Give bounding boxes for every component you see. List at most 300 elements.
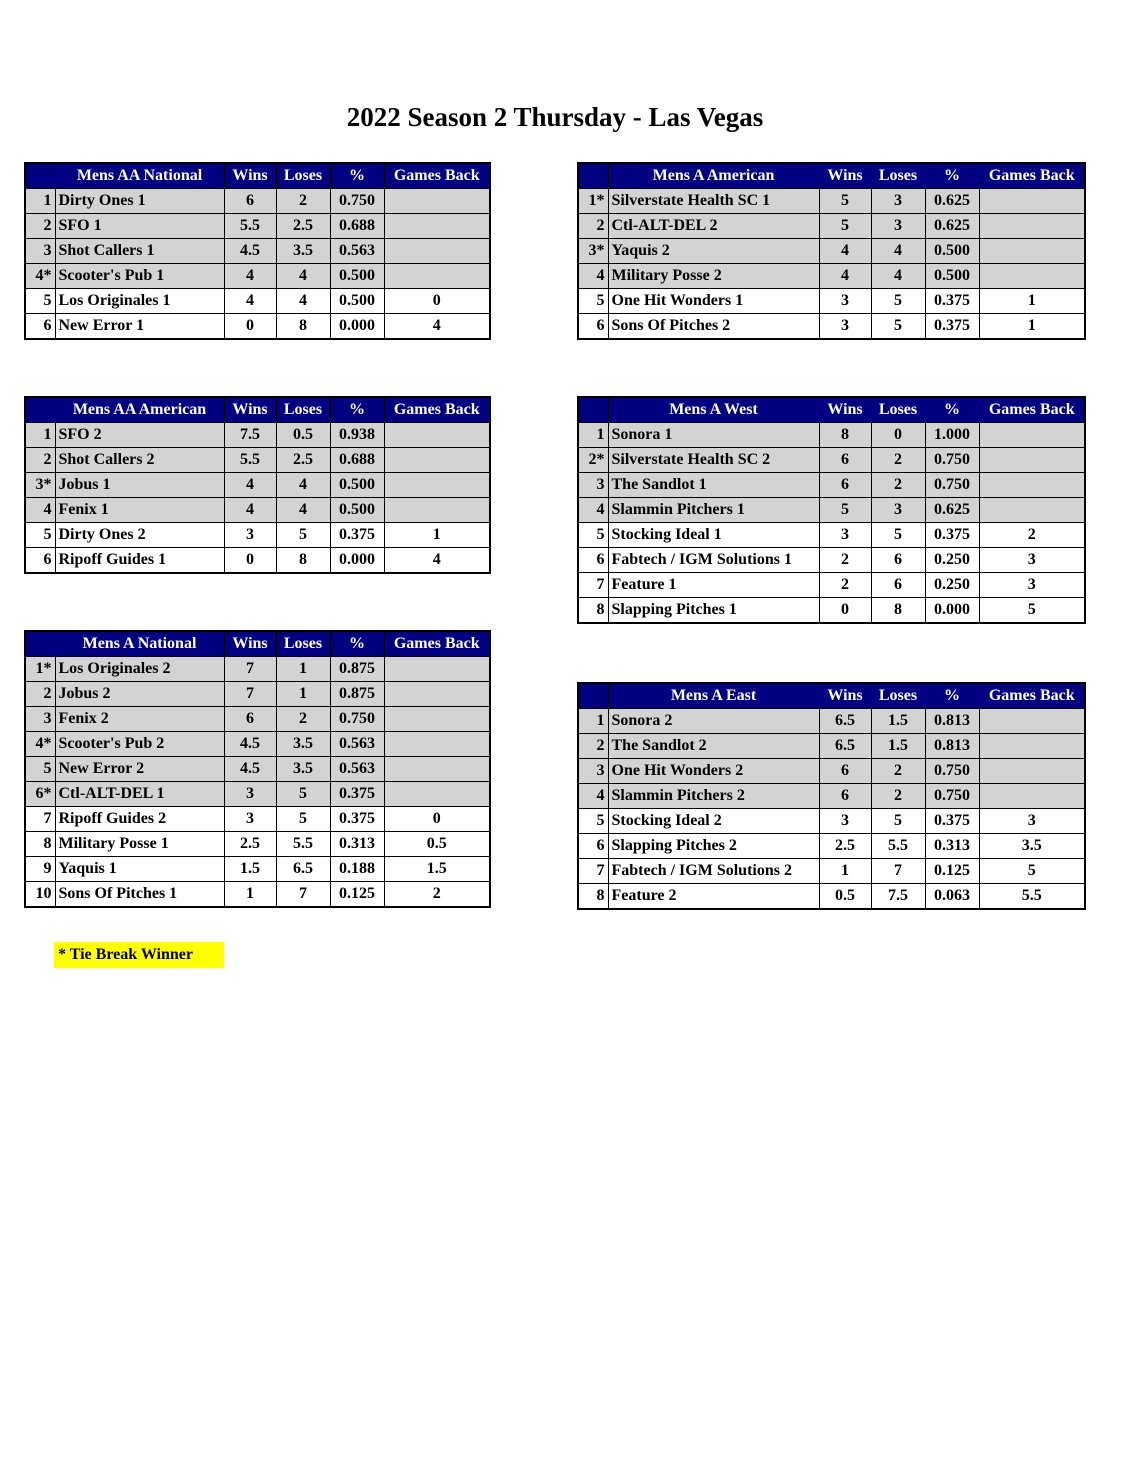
wins-cell: 0 — [224, 314, 276, 340]
wins-header: Wins — [224, 163, 276, 189]
wins-cell: 7 — [224, 657, 276, 682]
table-row — [578, 709, 1085, 734]
wins-cell: 4 — [819, 264, 871, 289]
division-name: Mens AA American — [55, 397, 224, 423]
wins-cell: 3 — [819, 809, 871, 834]
header-row — [578, 683, 1085, 709]
wins-cell: 4 — [819, 239, 871, 264]
wins-cell: 2 — [819, 548, 871, 573]
pct-header: % — [330, 163, 384, 189]
wins-cell: 5 — [819, 214, 871, 239]
pct-header: % — [925, 163, 979, 189]
loses-cell: 7.5 — [871, 884, 925, 910]
table-row — [578, 523, 1085, 548]
rank-cell: 10 — [25, 882, 55, 908]
team-name-cell: Fenix 2 — [55, 707, 224, 732]
rank-cell: 4* — [25, 264, 55, 289]
pct-cell: 0.188 — [330, 857, 384, 882]
pct-cell: 0.563 — [330, 239, 384, 264]
table-row — [578, 759, 1085, 784]
pct-cell: 0.500 — [925, 264, 979, 289]
rank-cell: 2* — [578, 448, 608, 473]
loses-cell: 5.5 — [276, 832, 330, 857]
loses-cell: 2.5 — [276, 214, 330, 239]
team-name-cell: Feature 1 — [608, 573, 819, 598]
table-row — [578, 598, 1085, 624]
table-row — [25, 423, 490, 448]
rank-cell: 7 — [578, 859, 608, 884]
loses-cell: 0.5 — [276, 423, 330, 448]
loses-cell: 5 — [276, 807, 330, 832]
wins-cell: 4 — [224, 498, 276, 523]
pct-cell: 0.750 — [925, 759, 979, 784]
loses-cell: 2 — [871, 759, 925, 784]
loses-cell: 1.5 — [871, 734, 925, 759]
wins-cell: 1 — [819, 859, 871, 884]
table-row — [25, 882, 490, 908]
team-name-cell: Yaquis 2 — [608, 239, 819, 264]
team-name-cell: Yaquis 1 — [55, 857, 224, 882]
games-back-cell — [384, 214, 490, 239]
team-name-cell: One Hit Wonders 2 — [608, 759, 819, 784]
loses-cell: 3.5 — [276, 732, 330, 757]
loses-cell: 1 — [276, 682, 330, 707]
games-back-cell: 4 — [384, 314, 490, 340]
standings-table-a-west — [577, 396, 1086, 624]
tie-break-legend: * Tie Break Winner — [54, 942, 224, 968]
team-name-cell: Shot Callers 2 — [55, 448, 224, 473]
pct-cell: 0.375 — [330, 523, 384, 548]
rank-cell: 7 — [25, 807, 55, 832]
rank-header — [25, 397, 55, 423]
games-back-cell — [979, 214, 1085, 239]
rank-cell: 2 — [578, 734, 608, 759]
table-row — [578, 734, 1085, 759]
games-back-cell — [979, 498, 1085, 523]
header-row — [578, 163, 1085, 189]
wins-cell: 1 — [224, 882, 276, 908]
division-name: Mens A American — [608, 163, 819, 189]
team-name-cell: Scooter's Pub 1 — [55, 264, 224, 289]
pct-header: % — [330, 631, 384, 657]
table-row — [25, 314, 490, 340]
pct-cell: 0.500 — [330, 473, 384, 498]
team-name-cell: Dirty Ones 2 — [55, 523, 224, 548]
loses-cell: 4 — [276, 289, 330, 314]
team-name-cell: Stocking Ideal 2 — [608, 809, 819, 834]
team-name-cell: Silverstate Health SC 2 — [608, 448, 819, 473]
games-back-cell: 1 — [979, 289, 1085, 314]
wins-cell: 4.5 — [224, 239, 276, 264]
rank-cell: 9 — [25, 857, 55, 882]
table-row — [25, 682, 490, 707]
games-back-cell — [384, 423, 490, 448]
pct-header: % — [925, 683, 979, 709]
team-name-cell: Ripoff Guides 2 — [55, 807, 224, 832]
pct-cell: 0.625 — [925, 498, 979, 523]
loses-cell: 5 — [871, 289, 925, 314]
team-name-cell: Ctl-ALT-DEL 2 — [608, 214, 819, 239]
games-back-cell — [384, 757, 490, 782]
games-back-cell: 4 — [384, 548, 490, 574]
rank-cell: 3* — [578, 239, 608, 264]
loses-cell: 4 — [276, 498, 330, 523]
wins-cell: 3 — [819, 314, 871, 340]
loses-cell: 8 — [276, 314, 330, 340]
team-name-cell: Jobus 1 — [55, 473, 224, 498]
team-name-cell: Slammin Pitchers 1 — [608, 498, 819, 523]
games-back-cell — [384, 264, 490, 289]
games-back-cell — [384, 473, 490, 498]
games-back-cell: 3 — [979, 548, 1085, 573]
wins-cell: 4.5 — [224, 732, 276, 757]
pct-cell: 0.750 — [330, 189, 384, 214]
table-row — [578, 884, 1085, 910]
games-back-header: Games Back — [979, 397, 1085, 423]
games-back-cell — [979, 239, 1085, 264]
loses-cell: 8 — [871, 598, 925, 624]
wins-cell: 3 — [224, 782, 276, 807]
team-name-cell: Sons Of Pitches 2 — [608, 314, 819, 340]
wins-cell: 6 — [224, 707, 276, 732]
wins-cell: 7.5 — [224, 423, 276, 448]
rank-cell: 6 — [25, 548, 55, 574]
loses-cell: 6 — [871, 548, 925, 573]
team-name-cell: One Hit Wonders 1 — [608, 289, 819, 314]
pct-cell: 0.313 — [925, 834, 979, 859]
table-row — [25, 498, 490, 523]
table-row — [25, 548, 490, 574]
loses-cell: 7 — [871, 859, 925, 884]
rank-cell: 3 — [25, 707, 55, 732]
table-row — [25, 214, 490, 239]
rank-cell: 1* — [578, 189, 608, 214]
pct-cell: 0.563 — [330, 757, 384, 782]
pct-cell: 0.813 — [925, 709, 979, 734]
loses-cell: 8 — [276, 548, 330, 574]
team-name-cell: Dirty Ones 1 — [55, 189, 224, 214]
games-back-header: Games Back — [384, 163, 490, 189]
rank-cell: 8 — [578, 598, 608, 624]
rank-cell: 5 — [578, 809, 608, 834]
team-name-cell: The Sandlot 2 — [608, 734, 819, 759]
rank-header — [578, 683, 608, 709]
games-back-cell: 1 — [979, 314, 1085, 340]
pct-cell: 0.875 — [330, 682, 384, 707]
rank-cell: 1* — [25, 657, 55, 682]
loses-header: Loses — [871, 163, 925, 189]
games-back-cell — [384, 657, 490, 682]
table-row — [25, 289, 490, 314]
games-back-cell: 3 — [979, 573, 1085, 598]
rank-cell: 6 — [578, 548, 608, 573]
games-back-cell — [979, 189, 1085, 214]
rank-cell: 4* — [25, 732, 55, 757]
loses-cell: 5 — [276, 523, 330, 548]
team-name-cell: Los Originales 2 — [55, 657, 224, 682]
table-row — [578, 314, 1085, 340]
standings-table-aa-national — [24, 162, 491, 340]
rank-cell: 1 — [578, 709, 608, 734]
team-name-cell: Jobus 2 — [55, 682, 224, 707]
pct-cell: 0.125 — [925, 859, 979, 884]
loses-header: Loses — [276, 631, 330, 657]
wins-cell: 5 — [819, 498, 871, 523]
pct-cell: 0.375 — [925, 523, 979, 548]
team-name-cell: Slammin Pitchers 2 — [608, 784, 819, 809]
pct-cell: 0.500 — [330, 498, 384, 523]
wins-header: Wins — [819, 397, 871, 423]
games-back-cell: 0 — [384, 807, 490, 832]
loses-cell: 5 — [871, 523, 925, 548]
team-name-cell: Feature 2 — [608, 884, 819, 910]
games-back-cell — [384, 707, 490, 732]
team-name-cell: New Error 2 — [55, 757, 224, 782]
rank-header — [578, 163, 608, 189]
wins-cell: 5 — [819, 189, 871, 214]
header-row — [578, 397, 1085, 423]
games-back-cell: 2 — [979, 523, 1085, 548]
table-row — [25, 473, 490, 498]
loses-cell: 2.5 — [276, 448, 330, 473]
rank-cell: 5 — [25, 289, 55, 314]
loses-cell: 3 — [871, 498, 925, 523]
rank-cell: 5 — [578, 289, 608, 314]
table-row — [578, 289, 1085, 314]
games-back-cell: 2 — [384, 882, 490, 908]
team-name-cell: New Error 1 — [55, 314, 224, 340]
pct-cell: 0.375 — [330, 782, 384, 807]
wins-cell: 6 — [819, 784, 871, 809]
table-row — [25, 782, 490, 807]
team-name-cell: Slapping Pitches 1 — [608, 598, 819, 624]
team-name-cell: Sons Of Pitches 1 — [55, 882, 224, 908]
team-name-cell: Los Originales 1 — [55, 289, 224, 314]
team-name-cell: Scooter's Pub 2 — [55, 732, 224, 757]
loses-cell: 1.5 — [871, 709, 925, 734]
pct-cell: 0.875 — [330, 657, 384, 682]
loses-header: Loses — [276, 397, 330, 423]
pct-cell: 0.500 — [330, 264, 384, 289]
wins-cell: 0.5 — [819, 884, 871, 910]
loses-cell: 4 — [276, 264, 330, 289]
pct-cell: 0.063 — [925, 884, 979, 910]
pct-cell: 0.250 — [925, 573, 979, 598]
pct-cell: 1.000 — [925, 423, 979, 448]
pct-cell: 0.750 — [925, 473, 979, 498]
games-back-cell — [979, 473, 1085, 498]
pct-cell: 0.625 — [925, 189, 979, 214]
wins-cell: 2 — [819, 573, 871, 598]
wins-cell: 6 — [819, 473, 871, 498]
table-row — [25, 757, 490, 782]
table-row — [25, 523, 490, 548]
rank-cell: 2 — [25, 682, 55, 707]
rank-cell: 6 — [578, 834, 608, 859]
loses-cell: 6.5 — [276, 857, 330, 882]
wins-cell: 4 — [224, 264, 276, 289]
table-row — [25, 707, 490, 732]
loses-cell: 3.5 — [276, 757, 330, 782]
rank-header — [25, 163, 55, 189]
loses-cell: 3 — [871, 214, 925, 239]
pct-cell: 0.375 — [925, 289, 979, 314]
loses-header: Loses — [871, 683, 925, 709]
wins-cell: 7 — [224, 682, 276, 707]
games-back-cell: 3.5 — [979, 834, 1085, 859]
wins-cell: 4 — [224, 473, 276, 498]
wins-header: Wins — [224, 631, 276, 657]
wins-cell: 0 — [819, 598, 871, 624]
table-row — [578, 473, 1085, 498]
team-name-cell: Fabtech / IGM Solutions 2 — [608, 859, 819, 884]
games-back-header: Games Back — [384, 397, 490, 423]
games-back-cell: 5.5 — [979, 884, 1085, 910]
wins-cell: 6 — [224, 189, 276, 214]
games-back-cell: 1.5 — [384, 857, 490, 882]
rank-cell: 3 — [578, 759, 608, 784]
team-name-cell: Silverstate Health SC 1 — [608, 189, 819, 214]
pct-cell: 0.000 — [330, 548, 384, 574]
team-name-cell: Military Posse 1 — [55, 832, 224, 857]
games-back-cell — [384, 732, 490, 757]
wins-header: Wins — [819, 163, 871, 189]
loses-cell: 2 — [276, 707, 330, 732]
team-name-cell: Shot Callers 1 — [55, 239, 224, 264]
wins-cell: 3 — [224, 807, 276, 832]
pct-cell: 0.313 — [330, 832, 384, 857]
games-back-cell — [384, 189, 490, 214]
loses-cell: 4 — [871, 239, 925, 264]
table-row — [578, 448, 1085, 473]
division-name: Mens A West — [608, 397, 819, 423]
pct-cell: 0.000 — [925, 598, 979, 624]
games-back-cell: 3 — [979, 809, 1085, 834]
pct-cell: 0.563 — [330, 732, 384, 757]
rank-cell: 6 — [25, 314, 55, 340]
games-back-cell — [979, 448, 1085, 473]
table-row — [25, 857, 490, 882]
team-name-cell: SFO 1 — [55, 214, 224, 239]
table-row — [25, 189, 490, 214]
standings-table-a-american — [577, 162, 1086, 340]
loses-cell: 0 — [871, 423, 925, 448]
games-back-cell: 0 — [384, 289, 490, 314]
games-back-cell — [979, 423, 1085, 448]
team-name-cell: Military Posse 2 — [608, 264, 819, 289]
games-back-cell: 1 — [384, 523, 490, 548]
standings-table-a-east — [577, 682, 1086, 910]
table-row — [578, 834, 1085, 859]
wins-cell: 2.5 — [819, 834, 871, 859]
pct-header: % — [925, 397, 979, 423]
loses-cell: 5 — [871, 809, 925, 834]
table-row — [578, 239, 1085, 264]
loses-cell: 3 — [871, 189, 925, 214]
team-name-cell: Stocking Ideal 1 — [608, 523, 819, 548]
wins-cell: 8 — [819, 423, 871, 448]
rank-cell: 6* — [25, 782, 55, 807]
rank-cell: 1 — [578, 423, 608, 448]
wins-cell: 3 — [819, 289, 871, 314]
wins-cell: 6 — [819, 448, 871, 473]
table-row — [25, 807, 490, 832]
table-row — [578, 498, 1085, 523]
team-name-cell: Sonora 1 — [608, 423, 819, 448]
loses-cell: 5 — [276, 782, 330, 807]
team-name-cell: Ripoff Guides 1 — [55, 548, 224, 574]
games-back-cell — [384, 239, 490, 264]
table-row — [25, 448, 490, 473]
pct-cell: 0.813 — [925, 734, 979, 759]
pct-cell: 0.000 — [330, 314, 384, 340]
rank-cell: 2 — [25, 448, 55, 473]
rank-cell: 1 — [25, 423, 55, 448]
header-row — [25, 631, 490, 657]
rank-cell: 3 — [25, 239, 55, 264]
table-row — [25, 732, 490, 757]
pct-header: % — [330, 397, 384, 423]
games-back-cell — [979, 264, 1085, 289]
rank-cell: 3 — [578, 473, 608, 498]
pct-cell: 0.125 — [330, 882, 384, 908]
rank-cell: 5 — [578, 523, 608, 548]
loses-cell: 4 — [276, 473, 330, 498]
pct-cell: 0.750 — [925, 448, 979, 473]
loses-cell: 2 — [871, 784, 925, 809]
table-row — [25, 239, 490, 264]
rank-cell: 4 — [578, 264, 608, 289]
loses-header: Loses — [871, 397, 925, 423]
team-name-cell: Fenix 1 — [55, 498, 224, 523]
games-back-header: Games Back — [979, 163, 1085, 189]
pct-cell: 0.688 — [330, 448, 384, 473]
games-back-cell: 0.5 — [384, 832, 490, 857]
rank-cell: 8 — [578, 884, 608, 910]
pct-cell: 0.750 — [330, 707, 384, 732]
games-back-header: Games Back — [384, 631, 490, 657]
pct-cell: 0.250 — [925, 548, 979, 573]
rank-cell: 7 — [578, 573, 608, 598]
wins-cell: 6.5 — [819, 734, 871, 759]
division-name: Mens AA National — [55, 163, 224, 189]
games-back-cell — [979, 734, 1085, 759]
loses-cell: 5.5 — [871, 834, 925, 859]
loses-cell: 6 — [871, 573, 925, 598]
rank-cell: 3* — [25, 473, 55, 498]
standings-table-a-national — [24, 630, 491, 908]
games-back-cell: 5 — [979, 859, 1085, 884]
table-row — [578, 548, 1085, 573]
wins-cell: 5.5 — [224, 448, 276, 473]
rank-cell: 2 — [25, 214, 55, 239]
header-row — [25, 397, 490, 423]
loses-cell: 2 — [276, 189, 330, 214]
rank-cell: 2 — [578, 214, 608, 239]
wins-cell: 3 — [819, 523, 871, 548]
rank-cell: 5 — [25, 757, 55, 782]
loses-header: Loses — [276, 163, 330, 189]
table-row — [578, 189, 1085, 214]
loses-cell: 1 — [276, 657, 330, 682]
division-name: Mens A East — [608, 683, 819, 709]
games-back-cell — [384, 498, 490, 523]
wins-header: Wins — [224, 397, 276, 423]
games-back-cell — [979, 709, 1085, 734]
table-row — [578, 264, 1085, 289]
header-row — [25, 163, 490, 189]
pct-cell: 0.750 — [925, 784, 979, 809]
